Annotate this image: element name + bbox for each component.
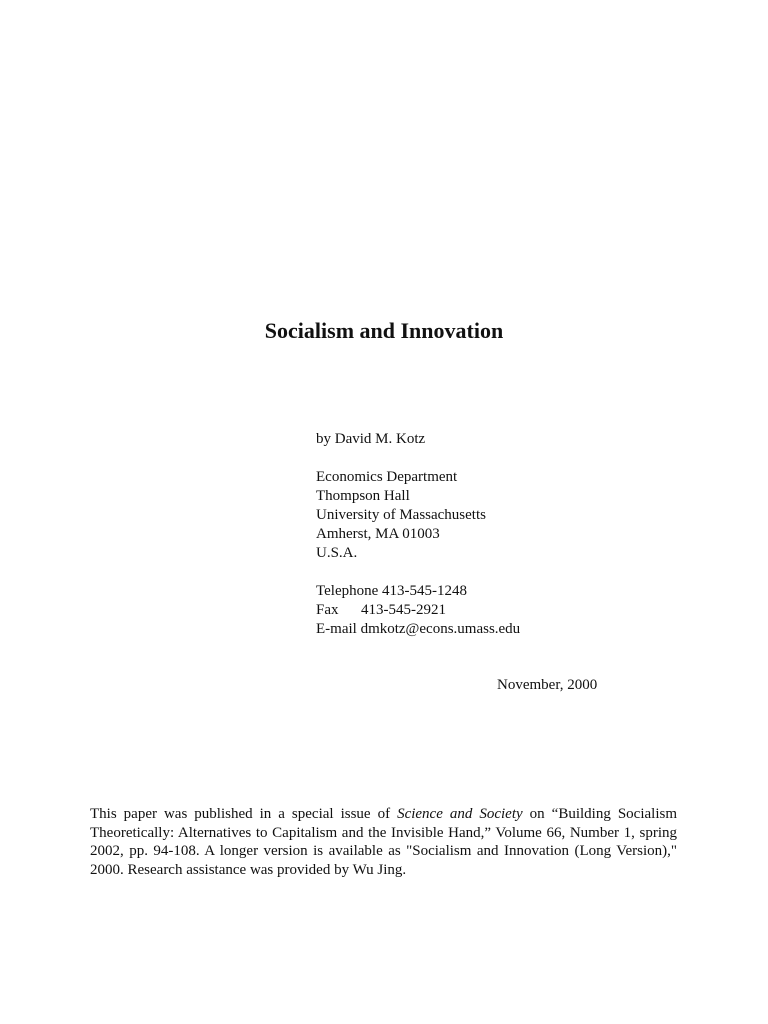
- affiliation-building: Thompson Hall: [316, 488, 410, 504]
- byline: by David M. Kotz: [316, 431, 426, 447]
- note-text-start: This paper was published in a special issue of: [90, 806, 398, 822]
- fax-number: 413-545-2921: [361, 602, 446, 618]
- affiliation-country: U.S.A.: [316, 545, 358, 561]
- document-date: November, 2000: [497, 677, 598, 693]
- spacer: [316, 449, 520, 468]
- fax-label: Fax: [316, 602, 339, 618]
- author-block: [316, 430, 520, 639]
- fax: [316, 601, 520, 620]
- note-text-end: on “Building Socialism Theoretically: Alternatives to Capitalism and the Invisible Hand,” Volume 66, Number 1, spring 2002, pp. 94-108. A longer version is available as "Socialism and Innovation (Long Version)," 2000. Research assistance was provided by Wu Jing.: [90, 806, 677, 878]
- spacer: [316, 563, 520, 582]
- affiliation-city: Amherst, MA 01003: [316, 526, 440, 542]
- affiliation-university: University of Massachusetts: [316, 507, 486, 523]
- affiliation-department: Economics Department: [316, 469, 458, 485]
- page-title: Socialism and Innovation: [264, 318, 504, 343]
- publication-note: [90, 805, 677, 879]
- email: E-mail dmkotz@econs.umass.edu: [316, 621, 521, 637]
- telephone: Telephone 413-545-1248: [316, 583, 467, 599]
- journal-name: Science and Society: [397, 806, 523, 822]
